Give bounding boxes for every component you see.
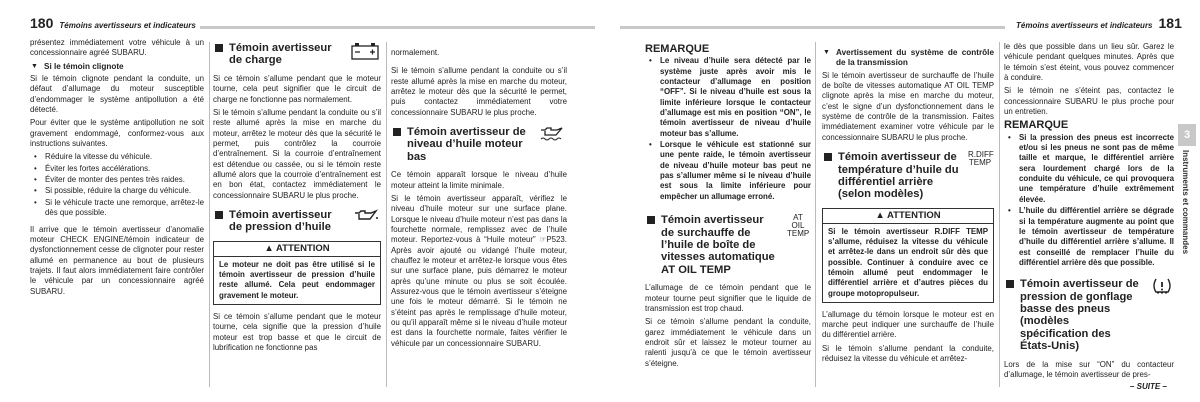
chapter-label: Instruments et commandes xyxy=(1181,150,1190,255)
list-item: • Si la pression des pneus est incorrecte et/ou si les pneus ne sont pas de même taille et marque, le différentiel arrière sera lourdement chargé lors de la conduite du véhicule, ce qui provoquera une température d’huile extrêmement élevée. xyxy=(1004,133,1174,205)
column-4 xyxy=(645,42,811,372)
list-item: • Éviter les fortes accélérations. xyxy=(30,164,204,174)
heading-text: Témoin avertisseur de surchauffe de l’huile de boîte de vitesses automatique AT OIL TEMP xyxy=(661,214,775,276)
subheading: ▼ Avertissement du système de contrôle de la transmission xyxy=(822,48,994,69)
bullet-list xyxy=(1004,133,1174,268)
bullet-list xyxy=(645,56,811,202)
header-rule xyxy=(620,26,1005,29)
section-title: Témoins avertisseurs et indicateurs xyxy=(1016,21,1153,30)
section-heading xyxy=(391,126,567,163)
paragraph: L’allumage de ce témoin pendant que le moteur tourne peut signifier que le liquide de transmission est trop chaud. xyxy=(645,283,811,313)
chapter-tab: 3 xyxy=(1178,124,1196,146)
column-divider xyxy=(999,42,1000,387)
attention-header xyxy=(214,242,380,257)
heading-text: Témoin avertisseur de niveau d’huile moteur bas xyxy=(407,126,526,163)
paragraph: Si le témoin clignote pendant la conduite, un défaut d’allumage du moteur susceptible d’endommager le système antipollution a été détecté. xyxy=(30,74,204,115)
warning-triangle-icon: ▲ xyxy=(264,242,277,254)
oil-level-icon xyxy=(539,126,565,144)
column-6 xyxy=(1004,42,1174,383)
page-number: 181 xyxy=(1158,15,1182,31)
warning-triangle-icon: ▲ xyxy=(875,209,888,221)
at-oil-temp-icon: AT OIL TEMP xyxy=(787,213,810,239)
paragraph: Si le témoin ne s’éteint pas, contactez le concessionnaire SUBARU le plus proche pour un entretien. xyxy=(1004,86,1174,117)
paragraph: Si ce témoin s’allume pendant que le moteur tourne, cela signifie que la pression d’huile moteur est trop basse et que le circuit de lubrification ne fonctionne pas xyxy=(213,311,381,352)
paragraph: Si le témoin avertisseur de surchauffe de l’huile de boîte de vitesses automatique AT OIL TEMP clignote après la mise en marche du moteur, c’est le signe d’un dysfonctionnement dans le système de contrôle de la transmission. Faites immédiatement examiner votre véhicule par le concessionnaire SUBARU le plus proche. xyxy=(822,70,994,142)
remarque-heading: REMARQUE xyxy=(1004,119,1069,132)
paragraph: Si le témoin s’allume pendant la conduite ou s’il reste allumé après la mise en marche du moteur, arrêtez le moteur dès que la sécurité le permet, puis contactez immédiatement votre concessionnaire SUBARU le plus proche. xyxy=(391,66,567,117)
column-3 xyxy=(391,48,567,352)
paragraph: présentez immédiatement votre véhicule à un concessionnaire agréé SUBARU. xyxy=(30,38,204,58)
paragraph: Il arrive que le témoin avertisseur d’anomalie moteur CHECK ENGINE/témoin indicateur de dysfonctionnement cesse de clignoter pour rester allumé en permanence au bout de plusieurs trajets. Il faut alors immédiatement faire contrôler le véhicule par un concessionnaire agréé SUBARU. xyxy=(30,224,204,296)
rdiff-temp-icon: R.DIFF TEMP xyxy=(968,150,994,168)
paragraph: L’allumage du témoin lorsque le moteur est en marche peut indiquer une surchauffe de l’huile du différentiel arrière. xyxy=(822,309,994,340)
section-heading xyxy=(213,42,381,67)
paragraph: Ce témoin apparaît lorsque le niveau d’huile moteur atteint la limite minimale. xyxy=(391,170,567,190)
list-item: • Réduire la vitesse du véhicule. xyxy=(30,152,204,162)
attention-title: ATTENTION xyxy=(276,242,330,254)
paragraph: Si le témoin s’allume pendant la conduite ou s’il reste allumé après la mise en marche du moteur, arrêtez le moteur dès que la sécurité le permet, puis contrôlez la courroie d’entraînement. Si la courroie d’entraînement est détendue ou cassée, ou si le témoin reste allumé alors que la courroie d’entraînement est en bon état, contactez immédiatement le concessionnaire SUBARU le plus proche. xyxy=(213,107,381,200)
section-heading xyxy=(645,214,811,276)
list-item: • Si possible, réduire la charge du véhicule. xyxy=(30,186,204,196)
heading-text: Témoin avertisseur de pression d’huile xyxy=(229,208,332,234)
left-page-header xyxy=(30,14,202,30)
tire-pressure-icon xyxy=(1152,278,1172,296)
attention-box xyxy=(822,208,994,303)
heading-text: Témoin avertisseur de pression de gonflage basse des pneus (modèles spécification des États-Unis) xyxy=(1020,278,1139,353)
list-item: • Éviter de monter des pentes très raides. xyxy=(30,175,204,185)
attention-body: Le moteur ne doit pas être utilisé si le témoin avertisseur de pression d’huile reste allumé. Cela peut endommager gravement le moteur. xyxy=(219,259,375,300)
page-number: 180 xyxy=(30,15,54,31)
oil-can-icon xyxy=(353,209,379,223)
remarque-heading: REMARQUE xyxy=(645,43,710,55)
paragraph: Si ce témoin s’allume pendant que le moteur tourne, cela peut signifier que le circuit de charge ne fonctionne pas normalement. xyxy=(213,73,381,104)
heading-text: Témoin avertisseur de charge xyxy=(229,42,332,67)
paragraph: Lors de la mise sur “ON” du contacteur d’allumage, le témoin avertisseur de pres- xyxy=(1004,359,1174,379)
list-item: • Si le véhicule tracte une remorque, arrêtez-le dès que possible. xyxy=(30,198,204,219)
column-1 xyxy=(30,38,204,300)
section-heading xyxy=(1004,278,1174,352)
attention-header xyxy=(823,209,993,224)
paragraph: Pour éviter que le système antipollution ne soit gravement endommagé, conformez-vous aux instructions suivantes. xyxy=(30,118,204,149)
heading-text: Témoin avertisseur de température d’huile du différentiel arrière (selon modèles) xyxy=(838,151,959,201)
column-divider xyxy=(815,42,816,387)
column-divider xyxy=(386,42,387,387)
list-item: • Le niveau d’huile sera détecté par le système juste après avoir mis le contacteur d’allumage en position “OFF”. Si le niveau d’huile est sous la limite inférieure lorsque le contacteur d’allumage est mis en position “ON”, le témoin avertisseur de niveau d’huile moteur bas s’allume. xyxy=(645,56,811,139)
section-heading xyxy=(213,209,381,234)
bullet-list xyxy=(30,152,204,218)
paragraph: normalement. xyxy=(391,48,440,57)
column-2 xyxy=(213,42,381,356)
continued-label: – SUITE – xyxy=(1130,382,1167,391)
list-item: • L’huile du différentiel arrière se dégrade si la température augmente au point que le témoin avertisseur de température d’huile du différentiel arrière s’allume. Il est conseillé de remplacer l’huile du différentiel arrière dès que possible. xyxy=(1004,206,1174,268)
header-rule xyxy=(200,26,595,29)
attention-box xyxy=(213,241,381,305)
section-heading xyxy=(822,151,994,201)
section-title: Témoins avertisseurs et indicateurs xyxy=(59,21,196,30)
attention-title: ATTENTION xyxy=(887,209,941,221)
attention-body: Si le témoin avertisseur R.DIFF TEMP s’allume, réduisez la vitesse du véhicule et arrêtez-le dans un endroit sûr dès que possible. Continuer à conduire avec ce témoin allumé peut endommager le différentiel arrière et d’autres pièces du groupe motopropulseur. xyxy=(828,226,988,298)
paragraph: le dès que possible dans un lieu sûr. Garez le véhicule pendant quelques minutes. Après que le témoin s’est éteint, vous pouvez commencer à conduire. xyxy=(1004,42,1174,83)
column-5 xyxy=(822,48,994,368)
right-page-header xyxy=(1010,14,1182,30)
battery-icon xyxy=(351,42,379,62)
column-divider xyxy=(209,42,210,387)
paragraph: Si le témoin s’allume pendant la conduite, réduisez la vitesse du véhicule et arrêtez- xyxy=(822,343,994,364)
subheading: ▼ Si le témoin clignote xyxy=(30,62,204,72)
paragraph: Si le témoin avertisseur apparaît, vérifiez le niveau d’huile moteur sur une surface plane. Lorsque le niveau d’huile moteur n’est pas dans la fourchette normale, remplissez avec de l’huile moteur. Reportez-vous à “Huile moteur” ☞P523. Après avoir ajouté ou vidangé l’huile moteur, chauffez le moteur et arrêtez-le lorsque vous êtes sur une surface plane, puis démarrez le moteur après qu’une minute ou plus se soit écoulée. Assurez-vous que le témoin avertisseur s’éteigne une fois le moteur démarré. Si le témoin ne s’éteint pas après le remplissage d’huile moteur, ou qu’il apparaît même si le niveau d’huile moteur est dans la fourchette normale, faites vérifier le véhicule par un concessionnaire SUBARU. xyxy=(391,193,567,348)
list-item: • Lorsque le véhicule est stationné sur une pente raide, le témoin avertisseur de niveau d’huile moteur bas peut ne pas s’allumer même si le niveau d’huile est sous la limite inférieure pour empêcher un allumage erroné. xyxy=(645,140,811,202)
paragraph: Si ce témoin s’allume pendant la conduite, garez immédiatement le véhicule dans un endroit sûr et laissez le moteur tourner au ralenti jusqu’à ce que le témoin avertisseur s’éteigne. xyxy=(645,317,811,368)
